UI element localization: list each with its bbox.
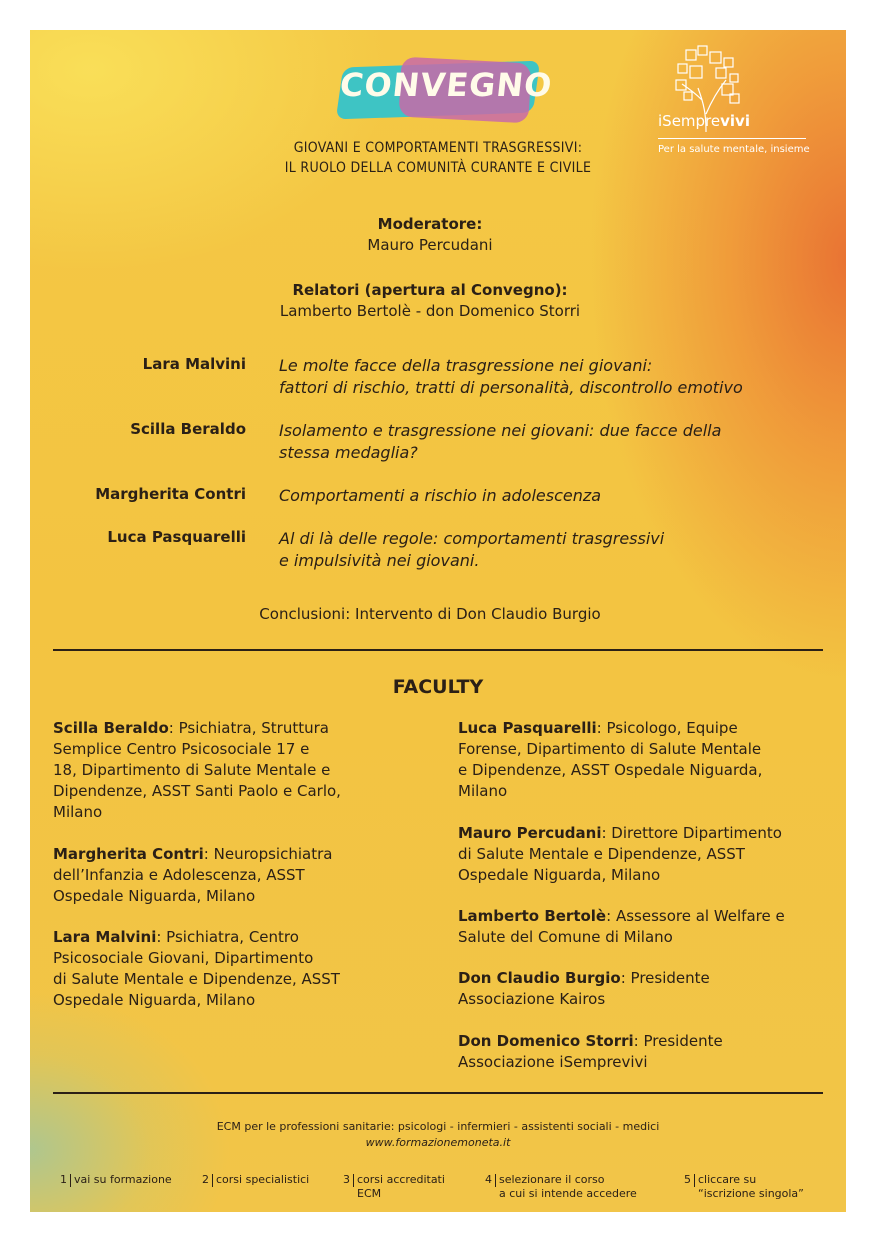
talk-title: [279, 528, 819, 572]
step-item: [60, 1173, 210, 1203]
faculty-entry: [53, 844, 393, 907]
divider-bottom: [53, 1092, 823, 1094]
talk-line: Al di là delle regole: comportamenti trasgressivi: [279, 529, 665, 548]
logo-name-light: iSempre: [658, 112, 721, 130]
faculty-desc: : Presidente: [633, 1032, 723, 1050]
faculty-name: Lamberto Bertolè: [458, 907, 607, 925]
convegno-badge: [338, 54, 555, 128]
talk-title: [279, 420, 819, 464]
step-line: selezionare il corso: [499, 1173, 605, 1186]
talk-line: fattori di rischio, tratti di personalità, discontrollo emotivo: [279, 378, 743, 397]
step-text: [499, 1173, 669, 1201]
faculty-desc: : Direttore Dipartimento: [601, 824, 782, 842]
moderator-block: [180, 214, 680, 256]
step-item: [485, 1173, 675, 1203]
step-number: 4: [485, 1173, 492, 1186]
step-divider: [694, 1174, 695, 1187]
faculty-name: Luca Pasquarelli: [458, 719, 597, 737]
logo-divider: [658, 138, 806, 139]
faculty-name: Mauro Percudani: [458, 824, 602, 842]
faculty-entry: [53, 718, 393, 823]
faculty-desc: Ospedale Niguarda, Milano: [458, 866, 661, 884]
faculty-entry: [458, 968, 828, 1010]
faculty-desc: di Salute Mentale e Dipendenze, ASST: [53, 970, 340, 988]
logo-name-bold: vivi: [720, 112, 750, 130]
subtitle-line-1: GIOVANI E COMPORTAMENTI TRASGRESSIVI:: [293, 140, 583, 156]
faculty-desc: : Assessore al Welfare e: [606, 907, 785, 925]
step-line: ECM: [357, 1187, 382, 1200]
talk-line: Comportamenti a rischio in adolescenza: [279, 486, 602, 505]
website-link[interactable]: [30, 1135, 846, 1151]
step-number: 3: [343, 1173, 350, 1186]
step-number: 1: [60, 1173, 67, 1186]
faculty-desc: : Neuropsichiatra: [203, 845, 333, 863]
faculty-desc: dell’Infanzia e Adolescenza, ASST: [53, 866, 305, 884]
step-item: [684, 1173, 834, 1203]
step-text: [698, 1173, 830, 1201]
badge-title: CONVEGNO: [338, 66, 555, 104]
faculty-desc: Dipendenze, ASST Santi Paolo e Carlo,: [53, 782, 341, 800]
faculty-desc: Psicosociale Giovani, Dipartimento: [53, 949, 314, 967]
step-line: a cui si intende accedere: [499, 1187, 637, 1200]
talk-line: Le molte facce della trasgressione nei giovani:: [279, 356, 653, 375]
step-text: [357, 1173, 497, 1201]
faculty-desc: : Psicologo, Equipe: [596, 719, 738, 737]
talk-speaker: Margherita Contri: [95, 485, 246, 503]
faculty-entry: [458, 1031, 828, 1073]
faculty-desc: 18, Dipartimento di Salute Mentale e: [53, 761, 331, 779]
faculty-desc: Milano: [53, 803, 103, 821]
faculty-desc: Associazione iSemprevivi: [458, 1053, 648, 1071]
faculty-desc: di Salute Mentale e Dipendenze, ASST: [458, 845, 745, 863]
step-text: [216, 1173, 356, 1187]
faculty-desc: : Psichiatra, Centro: [156, 928, 299, 946]
step-text: [74, 1173, 214, 1187]
subtitle-line-2: IL RUOLO DELLA COMUNITÀ CURANTE E CIVILE: [284, 160, 592, 176]
ecm-note: ECM per le professioni sanitarie: psicologi - infermieri - assistenti sociali - medici: [216, 1120, 660, 1133]
faculty-title: FACULTY: [392, 676, 484, 698]
talk-line: e impulsività nei giovani.: [279, 551, 480, 570]
website-text[interactable]: www.formazionemoneta.it: [365, 1136, 511, 1149]
step-number: 2: [202, 1173, 209, 1186]
step-line: corsi specialistici: [216, 1173, 310, 1186]
faculty-name: Don Domenico Storri: [458, 1032, 634, 1050]
speakers-block: [180, 280, 680, 322]
faculty-entry: [53, 927, 393, 1011]
faculty-name: Don Claudio Burgio: [458, 969, 621, 987]
faculty-desc: Salute del Comune di Milano: [458, 928, 673, 946]
step-divider: [70, 1174, 71, 1187]
step-number: 5: [684, 1173, 691, 1186]
faculty-name: Margherita Contri: [53, 845, 204, 863]
faculty-desc: Ospedale Niguarda, Milano: [53, 991, 256, 1009]
talk-speaker: Luca Pasquarelli: [107, 528, 246, 546]
step-divider: [212, 1174, 213, 1187]
step-item: [343, 1173, 493, 1203]
faculty-entry: [458, 823, 828, 886]
faculty-desc: Associazione Kairos: [458, 990, 606, 1008]
talk-title: [279, 485, 819, 507]
talk-speaker: Lara Malvini: [142, 355, 246, 373]
talk-title: [279, 355, 819, 399]
faculty-desc: Ospedale Niguarda, Milano: [53, 887, 256, 905]
step-line: corsi accreditati: [357, 1173, 445, 1186]
faculty-entry: [458, 718, 828, 802]
step-line: “iscrizione singola”: [698, 1187, 804, 1200]
step-item: [202, 1173, 352, 1203]
event-subtitle: [260, 138, 616, 178]
isemprevivi-logo: [658, 44, 818, 184]
faculty-entry: [458, 906, 828, 948]
moderator-label: Moderatore:: [377, 215, 483, 233]
faculty-desc: Milano: [458, 782, 508, 800]
faculty-name: Scilla Beraldo: [53, 719, 169, 737]
step-line: vai su formazione: [74, 1173, 172, 1186]
faculty-desc: : Psichiatra, Struttura: [168, 719, 329, 737]
faculty-desc: Forense, Dipartimento di Salute Mentale: [458, 740, 762, 758]
step-divider: [353, 1174, 354, 1187]
talk-line: Isolamento e trasgressione nei giovani: due facce della: [279, 421, 722, 440]
divider-top: [53, 649, 823, 651]
moderator-name: Mauro Percudani: [367, 236, 493, 254]
talk-speaker: Scilla Beraldo: [130, 420, 246, 438]
faculty-desc: : Presidente: [620, 969, 710, 987]
speakers-names: Lamberto Bertolè - don Domenico Storri: [279, 302, 581, 320]
faculty-desc: Semplice Centro Psicosociale 17 e: [53, 740, 310, 758]
talk-line: stessa medaglia?: [279, 443, 418, 462]
step-line: cliccare su: [698, 1173, 757, 1186]
poster: [30, 30, 846, 1212]
conclusions: Conclusioni: Intervento di Don Claudio Burgio: [259, 605, 601, 623]
step-divider: [495, 1174, 496, 1187]
logo-wordmark: [658, 112, 778, 130]
speakers-label: Relatori (apertura al Convegno):: [292, 281, 568, 299]
logo-tagline: Per la salute mentale, insieme: [658, 144, 810, 155]
faculty-name: Lara Malvini: [53, 928, 157, 946]
faculty-desc: e Dipendenze, ASST Ospedale Niguarda,: [458, 761, 763, 779]
